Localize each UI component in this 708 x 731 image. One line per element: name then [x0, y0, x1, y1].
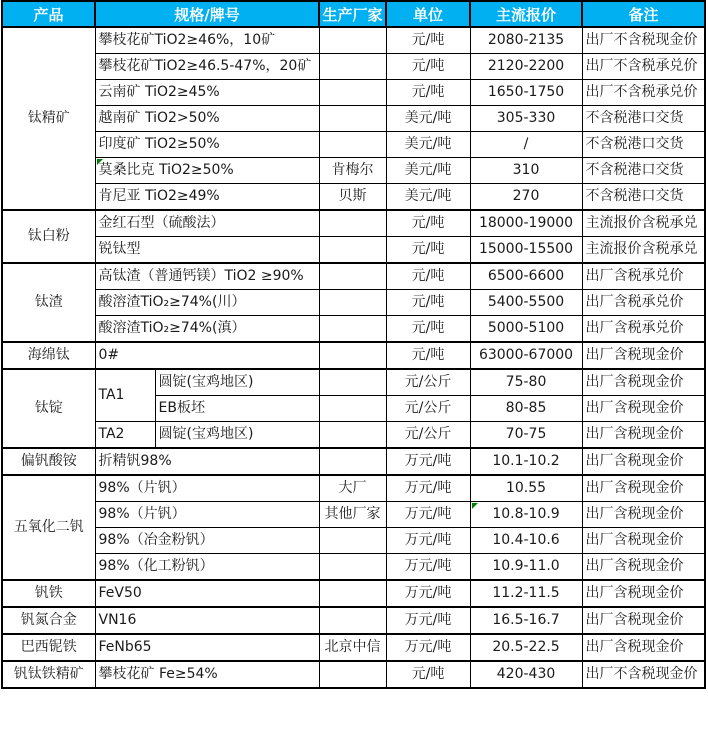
price-cell: 11.2-11.5 [470, 580, 582, 607]
spec-cell: 攀枝花矿TiO2≥46%，10矿 [95, 27, 319, 54]
maker-cell [319, 210, 386, 237]
product-cell: 钒钛铁精矿 [2, 661, 95, 688]
price-cell: 420-430 [470, 661, 582, 688]
spec-cell: 莫桑比克 TiO2≥50% [95, 158, 319, 184]
maker-cell [319, 528, 386, 554]
spec-cell: 酸溶渣TiO₂≥74%(滇） [95, 316, 319, 343]
table-row [2, 475, 705, 502]
note-cell: 出厂含税现金价 [582, 369, 705, 396]
spec-cell: 98%（化工粉钒） [95, 554, 319, 581]
unit-cell: 美元/吨 [386, 132, 470, 158]
table-row [2, 661, 705, 688]
note-cell: 出厂不含税现金价 [582, 661, 705, 688]
note-cell: 出厂含税现金价 [582, 475, 705, 502]
price-cell: 310 [470, 158, 582, 184]
price-cell: 1650-1750 [470, 80, 582, 106]
spec-cell: 折精钒98% [95, 448, 319, 475]
note-cell: 不含税港口交货 [582, 184, 705, 211]
maker-cell [319, 607, 386, 634]
note-cell: 出厂含税现金价 [582, 528, 705, 554]
green-triangle-icon [472, 503, 478, 509]
table-row [2, 422, 705, 449]
unit-cell: 元/吨 [386, 342, 470, 369]
maker-cell: 肯梅尔 [319, 158, 386, 184]
product-cell: 钛白粉 [2, 210, 95, 263]
spec-cell: 印度矿 TiO2≥50% [95, 132, 319, 158]
price-cell: 2080-2135 [470, 27, 582, 54]
product-cell: 钛精矿 [2, 27, 95, 210]
unit-cell: 元/公斤 [386, 422, 470, 449]
price-cell: 5000-5100 [470, 316, 582, 343]
table-row [2, 554, 705, 581]
col-header-price: 主流报价 [470, 1, 582, 27]
col-header-unit: 单位 [386, 1, 470, 27]
unit-cell: 元/吨 [386, 316, 470, 343]
note-cell: 出厂含税现金价 [582, 396, 705, 422]
table-row [2, 634, 705, 661]
note-cell: 主流报价含税承兑 [582, 237, 705, 264]
unit-cell: 元/吨 [386, 210, 470, 237]
spec2-cell: 圆锭(宝鸡地区) [155, 422, 319, 449]
maker-cell [319, 580, 386, 607]
spec-cell: 高钛渣（普通钙镁）TiO2 ≥90% [95, 263, 319, 290]
note-cell: 出厂含税现金价 [582, 580, 705, 607]
maker-cell [319, 396, 386, 422]
unit-cell: 元/公斤 [386, 396, 470, 422]
unit-cell: 元/吨 [386, 290, 470, 316]
product-cell: 钛锭 [2, 369, 95, 448]
product-cell: 五氧化二钒 [2, 475, 95, 580]
spec-cell: 云南矿 TiO2≥45% [95, 80, 319, 106]
note-cell: 出厂不含税承兑价 [582, 80, 705, 106]
note-cell: 出厂含税现金价 [582, 502, 705, 528]
price-cell: 10.8-10.9 [470, 502, 582, 528]
spec-cell: FeNb65 [95, 634, 319, 661]
maker-cell [319, 554, 386, 581]
note-cell: 不含税港口交货 [582, 106, 705, 132]
unit-cell: 万元/吨 [386, 634, 470, 661]
maker-cell [319, 237, 386, 264]
table-row [2, 237, 705, 264]
maker-cell [319, 661, 386, 688]
product-cell: 海绵钛 [2, 342, 95, 369]
spec-cell: 金红石型（硫酸法） [95, 210, 319, 237]
spec-cell: TA1 [95, 369, 155, 422]
price-table-body [2, 27, 705, 688]
note-cell: 出厂不含税现金价 [582, 27, 705, 54]
price-cell: 305-330 [470, 106, 582, 132]
col-header-product: 产品 [2, 1, 95, 27]
table-row [2, 316, 705, 343]
unit-cell: 元/公斤 [386, 369, 470, 396]
price-cell: 10.4-10.6 [470, 528, 582, 554]
price-cell: 63000-67000 [470, 342, 582, 369]
maker-cell [319, 80, 386, 106]
product-cell: 钒铁 [2, 580, 95, 607]
product-cell: 巴西铌铁 [2, 634, 95, 661]
header-row [2, 1, 705, 27]
maker-cell [319, 54, 386, 80]
table-row [2, 342, 705, 369]
unit-cell: 万元/吨 [386, 607, 470, 634]
maker-cell [319, 422, 386, 449]
price-cell: 80-85 [470, 396, 582, 422]
maker-cell [319, 106, 386, 132]
unit-cell: 万元/吨 [386, 580, 470, 607]
note-cell: 出厂含税现金价 [582, 448, 705, 475]
table-row [2, 448, 705, 475]
unit-cell: 万元/吨 [386, 475, 470, 502]
table-row [2, 607, 705, 634]
note-cell: 出厂含税现金价 [582, 634, 705, 661]
spec-cell: 攀枝花矿TiO2≥46.5-47%，20矿 [95, 54, 319, 80]
maker-cell [319, 263, 386, 290]
price-cell: 5400-5500 [470, 290, 582, 316]
maker-cell [319, 316, 386, 343]
maker-cell [319, 448, 386, 475]
price-cell: 2120-2200 [470, 54, 582, 80]
unit-cell: 万元/吨 [386, 554, 470, 581]
table-row [2, 54, 705, 80]
table-row [2, 27, 705, 54]
maker-cell [319, 132, 386, 158]
price-cell: 16.5-16.7 [470, 607, 582, 634]
maker-cell: 北京中信 [319, 634, 386, 661]
price-cell: 10.1-10.2 [470, 448, 582, 475]
maker-cell [319, 290, 386, 316]
spec-cell: FeV50 [95, 580, 319, 607]
note-cell: 出厂含税现金价 [582, 607, 705, 634]
table-row [2, 290, 705, 316]
note-cell: 出厂含税现金价 [582, 422, 705, 449]
price-cell: 6500-6600 [470, 263, 582, 290]
unit-cell: 美元/吨 [386, 106, 470, 132]
table-row [2, 184, 705, 211]
unit-cell: 美元/吨 [386, 184, 470, 211]
maker-cell [319, 27, 386, 54]
table-row [2, 80, 705, 106]
unit-cell: 万元/吨 [386, 528, 470, 554]
price-cell: 10.9-11.0 [470, 554, 582, 581]
note-cell: 出厂不含税承兑价 [582, 54, 705, 80]
product-cell: 钛渣 [2, 263, 95, 342]
product-cell: 偏钒酸铵 [2, 448, 95, 475]
unit-cell: 元/吨 [386, 263, 470, 290]
price-cell: 70-75 [470, 422, 582, 449]
spec-cell: 肯尼亚 TiO2≥49% [95, 184, 319, 211]
spec-cell: 攀枝花矿 Fe≥54% [95, 661, 319, 688]
price-cell: 18000-19000 [470, 210, 582, 237]
spec-cell: 98%（片钒） [95, 475, 319, 502]
note-cell: 出厂含税承兑价 [582, 290, 705, 316]
unit-cell: 元/吨 [386, 237, 470, 264]
price-cell: 20.5-22.5 [470, 634, 582, 661]
price-cell: 10.55 [470, 475, 582, 502]
col-header-note: 备注 [582, 1, 705, 27]
table-row [2, 210, 705, 237]
table-row [2, 502, 705, 528]
col-header-spec: 规格/牌号 [95, 1, 319, 27]
spec-cell: 酸溶渣TiO₂≥74%(川） [95, 290, 319, 316]
table-row [2, 528, 705, 554]
maker-cell: 大厂 [319, 475, 386, 502]
price-cell: 75-80 [470, 369, 582, 396]
price-table [1, 0, 706, 689]
unit-cell: 万元/吨 [386, 502, 470, 528]
maker-cell [319, 342, 386, 369]
note-cell: 出厂含税现金价 [582, 554, 705, 581]
note-cell: 主流报价含税承兑 [582, 210, 705, 237]
unit-cell: 元/吨 [386, 54, 470, 80]
maker-cell: 贝斯 [319, 184, 386, 211]
price-cell: / [470, 132, 582, 158]
table-header [2, 1, 705, 27]
price-cell: 15000-15500 [470, 237, 582, 264]
spec-cell: 越南矿 TiO2>50% [95, 106, 319, 132]
note-cell: 出厂含税承兑价 [582, 263, 705, 290]
table-row [2, 158, 705, 184]
spec2-cell: 圆锭(宝鸡地区) [155, 369, 319, 396]
unit-cell: 元/吨 [386, 80, 470, 106]
note-cell: 出厂含税现金价 [582, 342, 705, 369]
table-row [2, 369, 705, 396]
green-triangle-icon [97, 159, 103, 165]
table-row [2, 132, 705, 158]
spec-cell: TA2 [95, 422, 155, 449]
maker-cell [319, 369, 386, 396]
col-header-manufacturer: 生产厂家 [319, 1, 386, 27]
note-cell: 不含税港口交货 [582, 132, 705, 158]
spec2-cell: EB板坯 [155, 396, 319, 422]
unit-cell: 美元/吨 [386, 158, 470, 184]
unit-cell: 万元/吨 [386, 448, 470, 475]
table-row [2, 580, 705, 607]
product-cell: 钒氮合金 [2, 607, 95, 634]
note-cell: 不含税港口交货 [582, 158, 705, 184]
spec-cell: 98%（片钒） [95, 502, 319, 528]
spec-cell: 锐钛型 [95, 237, 319, 264]
unit-cell: 元/吨 [386, 27, 470, 54]
spec-cell: VN16 [95, 607, 319, 634]
table-row [2, 263, 705, 290]
table-row [2, 106, 705, 132]
spec-cell: 98%（冶金粉钒） [95, 528, 319, 554]
unit-cell: 元/吨 [386, 661, 470, 688]
price-cell: 270 [470, 184, 582, 211]
spec-cell: 0# [95, 342, 319, 369]
note-cell: 出厂含税承兑价 [582, 316, 705, 343]
maker-cell: 其他厂家 [319, 502, 386, 528]
